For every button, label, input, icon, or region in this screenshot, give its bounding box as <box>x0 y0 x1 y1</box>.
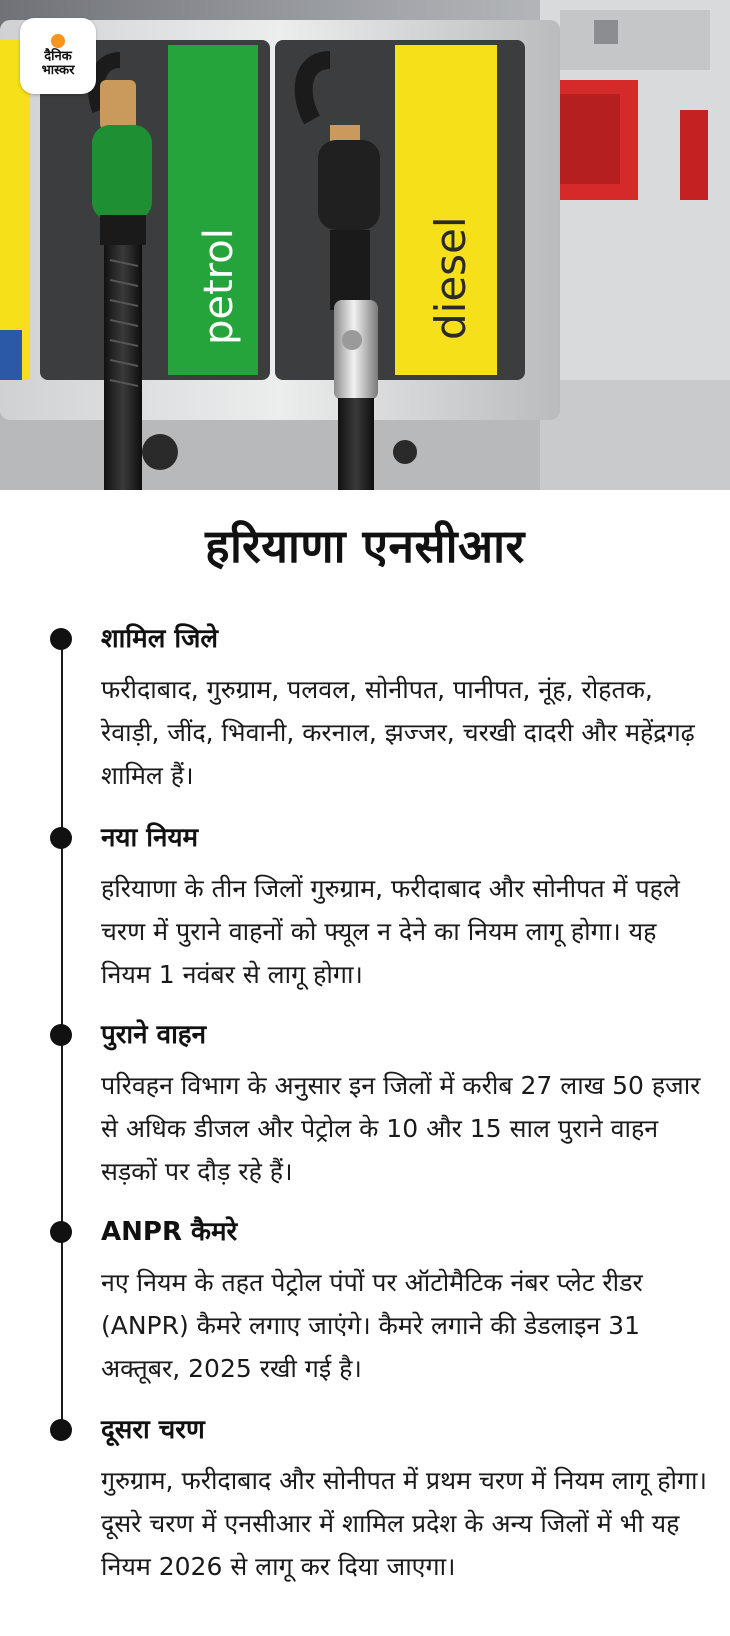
timeline-bullet <box>50 628 72 650</box>
brand-dot <box>51 34 65 48</box>
diesel-label: diesel <box>426 216 475 340</box>
brand-line-2: भास्कर <box>41 63 75 78</box>
brand-logo <box>20 18 96 94</box>
timeline-bullet <box>50 1419 72 1441</box>
item-title: पुराने वाहन <box>101 1020 207 1050</box>
timeline-bullet <box>50 827 72 849</box>
timeline-bullet <box>50 1221 72 1243</box>
item-title: ANPR कैमरे <box>101 1217 238 1247</box>
item-title: नया नियम <box>101 823 199 853</box>
fuel-pump-illustration <box>0 0 730 490</box>
item-body: हरियाणा के तीन जिलों गुरुग्राम, फरीदाबाद और सोनीपत में पहले चरण में पुराने वाहनों को फ्यूल न देने का नियम लागू होगा। यह नियम 1 नवंबर से लागू होगा। <box>101 874 680 989</box>
timeline-bullet <box>50 1024 72 1046</box>
page-title: हरियाणा एनसीआर <box>205 519 525 573</box>
item-body: परिवहन विभाग के अनुसार इन जिलों में करीब 27 लाख 50 हजार से अधिक डीजल और पेट्रोल के 10 और 15 साल पुराने वाहन सड़कों पर दौड़ रहे हैं। <box>101 1071 701 1186</box>
item-body: फरीदाबाद, गुरुग्राम, पलवल, सोनीपत, पानीपत, नूंह, रोहतक, रेवाड़ी, जींद, भिवानी, करनाल, झज्जर, चरखी दादरी और महेंद्रगढ़ शामिल हैं। <box>101 675 695 790</box>
item-title: दूसरा चरण <box>101 1415 205 1445</box>
item-title: शामिल जिले <box>101 624 219 654</box>
petrol-label: petrol <box>196 228 242 345</box>
fuel-pump-photo <box>0 0 730 490</box>
item-body: गुरुग्राम, फरीदाबाद और सोनीपत में प्रथम चरण में नियम लागू होगा। दूसरे चरण में एनसीआर में शामिल प्रदेश के अन्य जिलों में भी यह नियम 2026 से लागू कर दिया जाएगा। <box>101 1466 707 1581</box>
brand-line-1: दैनिक <box>44 49 72 64</box>
item-body: नए नियम के तहत पेट्रोल पंपों पर ऑटोमैटिक नंबर प्लेट रीडर (ANPR) कैमरे लगाए जाएंगे। कैमरे लगाने की डेडलाइन 31 अक्तूबर, 2025 रखी गई है। <box>101 1268 643 1383</box>
